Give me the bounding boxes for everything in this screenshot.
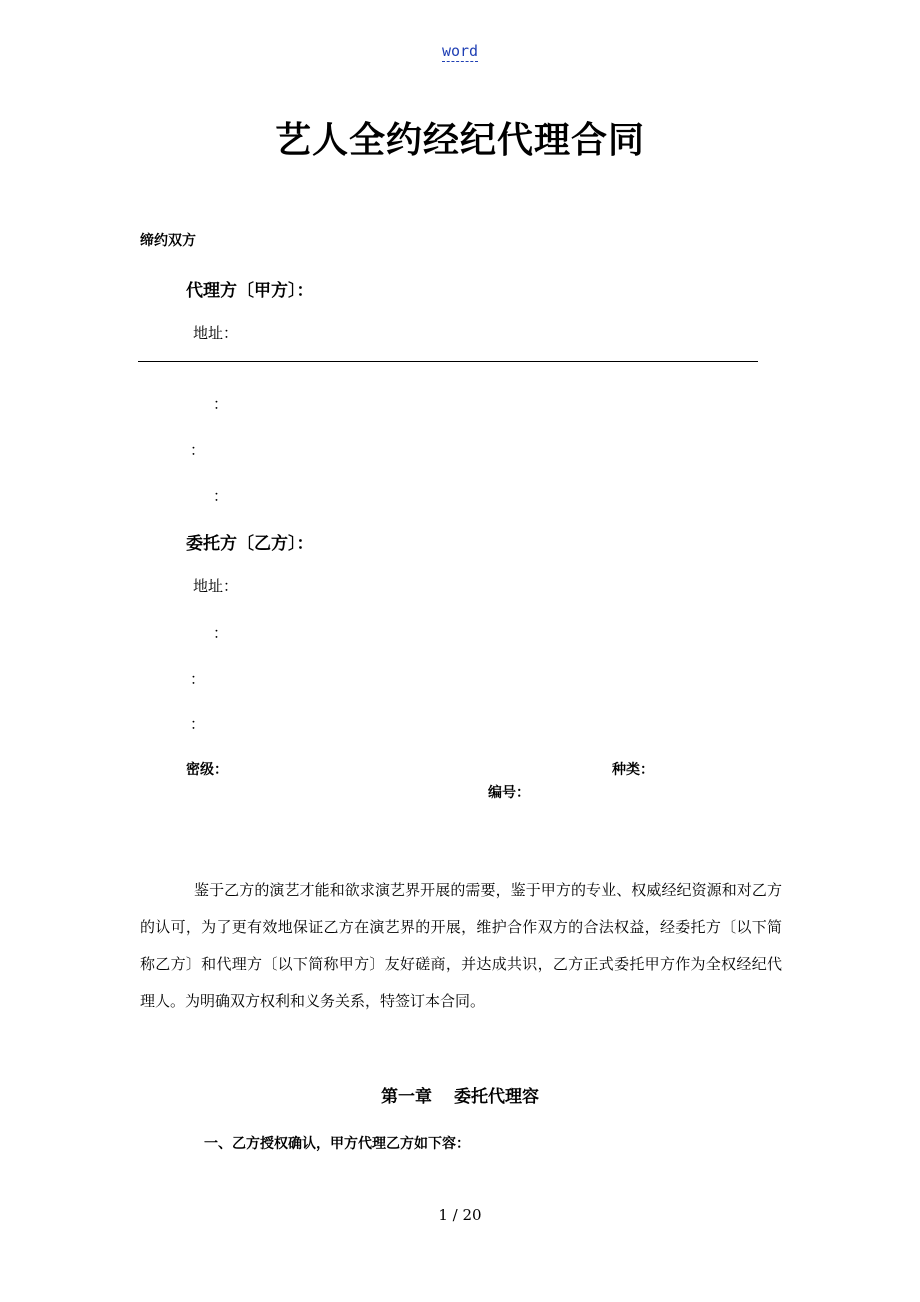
party-b-address-label: 地址： <box>193 577 239 595</box>
party-b-field-2: ： <box>190 670 206 688</box>
party-a-field-2: ： <box>190 441 206 459</box>
party-b-label: 委托方〔乙方〕： <box>186 534 314 554</box>
party-a-field-3: ： <box>213 487 229 505</box>
party-b-field-1: ： <box>213 624 229 642</box>
category-label: 种类： <box>612 762 654 778</box>
chapter-heading <box>0 1082 920 1107</box>
document-title: 艺人全约经纪代理合同 <box>274 120 645 161</box>
party-a-label: 代理方〔甲方〕： <box>186 281 314 301</box>
party-a-field-1: ： <box>213 395 229 413</box>
chapter-title: 委托代理容 <box>454 1087 539 1107</box>
header-link-text[interactable]: word <box>441 42 479 60</box>
section-1-heading: 一、乙方授权确认，甲方代理乙方如下容： <box>204 1136 470 1152</box>
parties-heading: 缔约双方 <box>140 233 196 249</box>
header-word-link[interactable] <box>0 42 920 60</box>
address-underline <box>138 361 758 362</box>
party-b-field-3: ： <box>190 715 206 733</box>
party-a-address-label: 地址： <box>193 324 239 342</box>
page-indicator: 1 / 20 <box>438 1206 482 1224</box>
preamble-paragraph: 鉴于乙方的演艺才能和欲求演艺界开展的需要，鉴于甲方的专业、权威经纪资源和对乙方的认可，为了更有效地保证乙方在演艺界的开展，维护合作双方的合法权益，经委托方〔以下简称乙方〕和代理方〔以下简称甲方〕友好磋商，并达成共识，乙方正式委托甲方作为全权经纪代理人。为明确双方权利和义务关系，特签订本合同。 <box>140 881 782 1010</box>
chapter-number: 第一章 <box>381 1087 432 1107</box>
number-label: 编号： <box>488 785 530 801</box>
secrecy-label: 密级： <box>186 762 228 778</box>
